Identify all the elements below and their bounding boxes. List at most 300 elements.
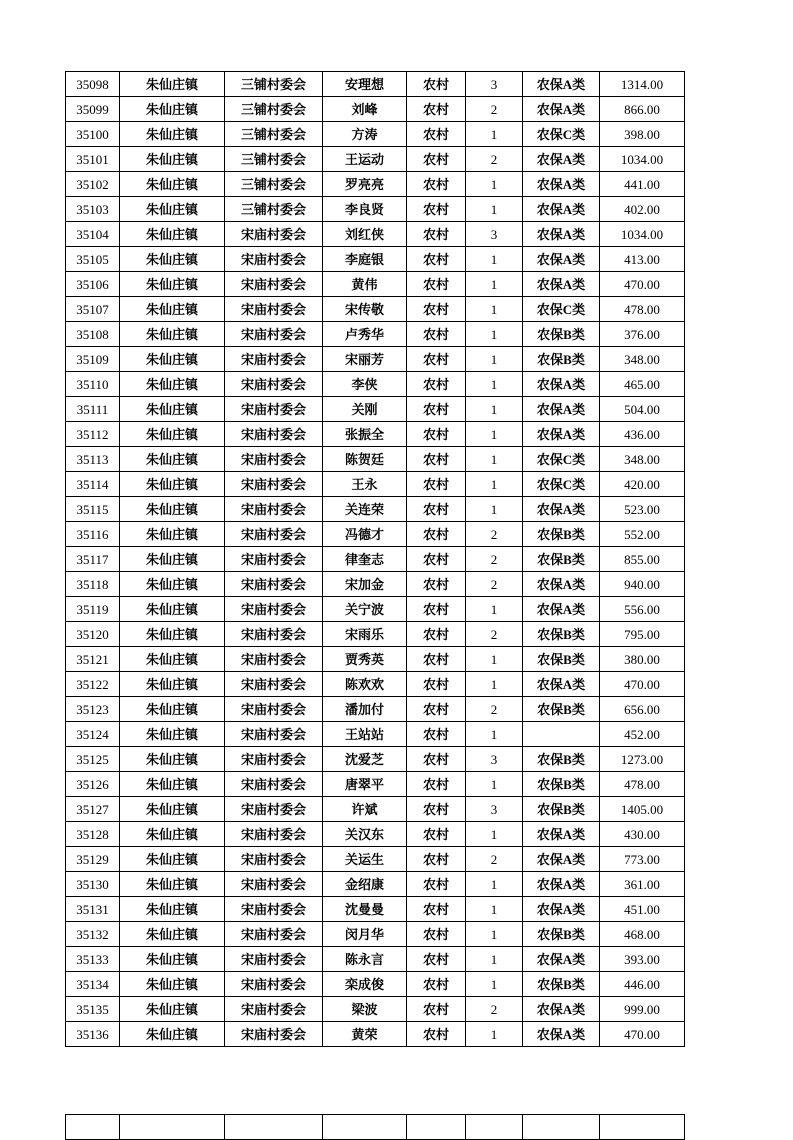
- cell-amount: 468.00: [600, 922, 685, 947]
- cell-village: 宋庙村委会: [225, 922, 323, 947]
- cell-household_count: 1: [466, 447, 523, 472]
- cell-town: 朱仙庄镇: [120, 247, 225, 272]
- cell-residence: 农村: [407, 172, 466, 197]
- cell-residence: 农村: [407, 572, 466, 597]
- cell-village: 宋庙村委会: [225, 872, 323, 897]
- cell-amount: 393.00: [600, 947, 685, 972]
- cell-amount: 441.00: [600, 172, 685, 197]
- cell-name: 栾成俊: [323, 972, 407, 997]
- cell-amount: 999.00: [600, 997, 685, 1022]
- cell-id: 35117: [66, 547, 120, 572]
- cell-amount: 1034.00: [600, 222, 685, 247]
- cell-town: 朱仙庄镇: [120, 572, 225, 597]
- cell-village: 三铺村委会: [225, 72, 323, 97]
- table-row: [66, 847, 685, 872]
- table-row: [66, 747, 685, 772]
- cell-village: 三铺村委会: [225, 122, 323, 147]
- table-row: [66, 972, 685, 997]
- cell-household_count: 2: [466, 522, 523, 547]
- cell-village: 宋庙村委会: [225, 847, 323, 872]
- cell-town: 朱仙庄镇: [120, 347, 225, 372]
- cell-residence: 农村: [407, 122, 466, 147]
- cell-household_count: 1: [466, 872, 523, 897]
- cell-residence: 农村: [407, 397, 466, 422]
- cell-insurance_category: 农保C类: [523, 297, 600, 322]
- cell-name: 冯德才: [323, 522, 407, 547]
- cell-name: 李良贤: [323, 197, 407, 222]
- table-row: [66, 772, 685, 797]
- table-row: [66, 622, 685, 647]
- cell-residence: 农村: [407, 497, 466, 522]
- cell-village: 宋庙村委会: [225, 497, 323, 522]
- cell-amount: [600, 1115, 685, 1140]
- table-row: [66, 322, 685, 347]
- cell-name: 宋传敬: [323, 297, 407, 322]
- cell-residence: 农村: [407, 97, 466, 122]
- cell-town: 朱仙庄镇: [120, 697, 225, 722]
- cell-household_count: 2: [466, 572, 523, 597]
- cell-household_count: 1: [466, 272, 523, 297]
- cell-name: 宋加金: [323, 572, 407, 597]
- cell-amount: 376.00: [600, 322, 685, 347]
- cell-town: 朱仙庄镇: [120, 947, 225, 972]
- cell-village: 宋庙村委会: [225, 397, 323, 422]
- cell-village: 宋庙村委会: [225, 697, 323, 722]
- cell-name: 关汉东: [323, 822, 407, 847]
- cell-insurance_category: 农保B类: [523, 772, 600, 797]
- cell-residence: 农村: [407, 72, 466, 97]
- cell-residence: 农村: [407, 872, 466, 897]
- table-row: [66, 247, 685, 272]
- cell-id: 35109: [66, 347, 120, 372]
- cell-name: 关连荣: [323, 497, 407, 522]
- table-row: [66, 722, 685, 747]
- cell-insurance_category: 农保B类: [523, 647, 600, 672]
- cell-id: 35102: [66, 172, 120, 197]
- cell-insurance_category: 农保A类: [523, 372, 600, 397]
- cell-residence: 农村: [407, 322, 466, 347]
- cell-name: 唐翠平: [323, 772, 407, 797]
- cell-household_count: 1: [466, 647, 523, 672]
- cell-town: 朱仙庄镇: [120, 222, 225, 247]
- cell-name: 刘峰: [323, 97, 407, 122]
- table-row: [66, 997, 685, 1022]
- cell-town: 朱仙庄镇: [120, 797, 225, 822]
- cell-residence: 农村: [407, 522, 466, 547]
- cell-id: 35121: [66, 647, 120, 672]
- cell-amount: 773.00: [600, 847, 685, 872]
- cell-town: 朱仙庄镇: [120, 547, 225, 572]
- cell-name: 潘加付: [323, 697, 407, 722]
- table-row: [66, 72, 685, 97]
- cell-village: 宋庙村委会: [225, 422, 323, 447]
- table-row: [66, 397, 685, 422]
- cell-household_count: 2: [466, 97, 523, 122]
- cell-residence: 农村: [407, 647, 466, 672]
- cell-id: 35130: [66, 872, 120, 897]
- cell-town: 朱仙庄镇: [120, 972, 225, 997]
- cell-amount: 656.00: [600, 697, 685, 722]
- cell-household_count: 1: [466, 822, 523, 847]
- cell-amount: 1034.00: [600, 147, 685, 172]
- cell-household_count: 1: [466, 347, 523, 372]
- table-row: [66, 1022, 685, 1047]
- cell-village: 宋庙村委会: [225, 247, 323, 272]
- cell-name: 梁波: [323, 997, 407, 1022]
- table-row: [66, 672, 685, 697]
- cell-town: 朱仙庄镇: [120, 397, 225, 422]
- table-row: [66, 372, 685, 397]
- cell-id: 35101: [66, 147, 120, 172]
- cell-residence: 农村: [407, 922, 466, 947]
- cell-town: 朱仙庄镇: [120, 147, 225, 172]
- cell-amount: 452.00: [600, 722, 685, 747]
- cell-id: 35122: [66, 672, 120, 697]
- table-row: [66, 647, 685, 672]
- table-row-partial: [66, 1115, 685, 1140]
- cell-residence: 农村: [407, 997, 466, 1022]
- cell-town: 朱仙庄镇: [120, 1022, 225, 1047]
- cell-household_count: 3: [466, 747, 523, 772]
- cell-amount: 523.00: [600, 497, 685, 522]
- table-row: [66, 872, 685, 897]
- table-row: [66, 597, 685, 622]
- cell-insurance_category: 农保B类: [523, 972, 600, 997]
- table-row: [66, 147, 685, 172]
- cell-name: [323, 1115, 407, 1140]
- cell-insurance_category: 农保A类: [523, 147, 600, 172]
- table-row: [66, 472, 685, 497]
- cell-id: 35107: [66, 297, 120, 322]
- cell-residence: 农村: [407, 197, 466, 222]
- table-row: [66, 572, 685, 597]
- cell-village: 宋庙村委会: [225, 1022, 323, 1047]
- cell-insurance_category: 农保B类: [523, 797, 600, 822]
- cell-id: 35110: [66, 372, 120, 397]
- cell-id: 35112: [66, 422, 120, 447]
- cell-village: 宋庙村委会: [225, 647, 323, 672]
- partial-table: [65, 1114, 685, 1140]
- cell-household_count: 1: [466, 672, 523, 697]
- table-body: [66, 72, 685, 1047]
- cell-village: 宋庙村委会: [225, 547, 323, 572]
- cell-town: 朱仙庄镇: [120, 297, 225, 322]
- cell-name: 闵月华: [323, 922, 407, 947]
- cell-village: 宋庙村委会: [225, 672, 323, 697]
- table-row: [66, 272, 685, 297]
- cell-town: 朱仙庄镇: [120, 522, 225, 547]
- cell-village: 宋庙村委会: [225, 747, 323, 772]
- cell-household_count: 1: [466, 247, 523, 272]
- cell-residence: 农村: [407, 472, 466, 497]
- cell-village: 三铺村委会: [225, 197, 323, 222]
- cell-residence: 农村: [407, 547, 466, 572]
- cell-household_count: 2: [466, 547, 523, 572]
- cell-name: 李庭银: [323, 247, 407, 272]
- cell-amount: 795.00: [600, 622, 685, 647]
- cell-residence: 农村: [407, 622, 466, 647]
- cell-id: 35104: [66, 222, 120, 247]
- cell-town: 朱仙庄镇: [120, 822, 225, 847]
- cell-insurance_category: 农保A类: [523, 172, 600, 197]
- cell-village: 宋庙村委会: [225, 297, 323, 322]
- cell-insurance_category: 农保A类: [523, 222, 600, 247]
- cell-id: 35135: [66, 997, 120, 1022]
- beneficiary-table: [65, 71, 685, 1047]
- cell-id: 35119: [66, 597, 120, 622]
- cell-amount: 470.00: [600, 672, 685, 697]
- cell-town: 朱仙庄镇: [120, 847, 225, 872]
- table-row: [66, 122, 685, 147]
- cell-residence: 农村: [407, 297, 466, 322]
- cell-amount: 470.00: [600, 272, 685, 297]
- cell-insurance_category: 农保A类: [523, 572, 600, 597]
- cell-amount: 478.00: [600, 772, 685, 797]
- cell-insurance_category: 农保B类: [523, 622, 600, 647]
- cell-residence: 农村: [407, 597, 466, 622]
- cell-id: [66, 1115, 120, 1140]
- cell-name: 宋雨乐: [323, 622, 407, 647]
- cell-id: 35127: [66, 797, 120, 822]
- cell-name: 张振全: [323, 422, 407, 447]
- cell-insurance_category: 农保B类: [523, 922, 600, 947]
- cell-insurance_category: 农保B类: [523, 547, 600, 572]
- cell-insurance_category: 农保A类: [523, 822, 600, 847]
- cell-household_count: 1: [466, 422, 523, 447]
- cell-town: 朱仙庄镇: [120, 722, 225, 747]
- cell-village: 宋庙村委会: [225, 622, 323, 647]
- cell-household_count: 1: [466, 297, 523, 322]
- cell-amount: 398.00: [600, 122, 685, 147]
- cell-town: 朱仙庄镇: [120, 172, 225, 197]
- cell-residence: 农村: [407, 947, 466, 972]
- cell-name: 沈曼曼: [323, 897, 407, 922]
- cell-insurance_category: 农保B类: [523, 522, 600, 547]
- cell-town: 朱仙庄镇: [120, 197, 225, 222]
- cell-insurance_category: 农保B类: [523, 347, 600, 372]
- cell-name: 王永: [323, 472, 407, 497]
- cell-name: 关运生: [323, 847, 407, 872]
- cell-amount: 420.00: [600, 472, 685, 497]
- cell-town: 朱仙庄镇: [120, 272, 225, 297]
- cell-residence: 农村: [407, 747, 466, 772]
- cell-id: 35113: [66, 447, 120, 472]
- table-row: [66, 922, 685, 947]
- cell-residence: [407, 1115, 466, 1140]
- cell-name: 关宁波: [323, 597, 407, 622]
- table-row: [66, 547, 685, 572]
- cell-household_count: 1: [466, 197, 523, 222]
- cell-insurance_category: 农保C类: [523, 472, 600, 497]
- cell-id: 35124: [66, 722, 120, 747]
- cell-village: 三铺村委会: [225, 97, 323, 122]
- table-row: [66, 797, 685, 822]
- table-row: [66, 297, 685, 322]
- cell-insurance_category: 农保A类: [523, 672, 600, 697]
- cell-insurance_category: [523, 1115, 600, 1140]
- table-row: [66, 822, 685, 847]
- cell-residence: 农村: [407, 147, 466, 172]
- cell-household_count: 3: [466, 222, 523, 247]
- cell-insurance_category: 农保A类: [523, 497, 600, 522]
- cell-insurance_category: 农保A类: [523, 247, 600, 272]
- cell-name: 关刚: [323, 397, 407, 422]
- cell-id: 35134: [66, 972, 120, 997]
- cell-amount: 451.00: [600, 897, 685, 922]
- cell-amount: 348.00: [600, 447, 685, 472]
- cell-amount: 478.00: [600, 297, 685, 322]
- cell-village: 三铺村委会: [225, 147, 323, 172]
- cell-amount: 1405.00: [600, 797, 685, 822]
- cell-insurance_category: 农保A类: [523, 197, 600, 222]
- cell-id: 35103: [66, 197, 120, 222]
- cell-household_count: 2: [466, 622, 523, 647]
- cell-id: 35132: [66, 922, 120, 947]
- cell-residence: 农村: [407, 247, 466, 272]
- cell-household_count: 2: [466, 847, 523, 872]
- cell-amount: 402.00: [600, 197, 685, 222]
- cell-id: 35136: [66, 1022, 120, 1047]
- cell-town: [120, 1115, 225, 1140]
- table-row: [66, 347, 685, 372]
- cell-amount: 855.00: [600, 547, 685, 572]
- cell-amount: 361.00: [600, 872, 685, 897]
- cell-name: 黄伟: [323, 272, 407, 297]
- cell-household_count: 1: [466, 472, 523, 497]
- cell-village: 宋庙村委会: [225, 447, 323, 472]
- table-row: [66, 897, 685, 922]
- cell-name: 陈贺廷: [323, 447, 407, 472]
- table-row: [66, 697, 685, 722]
- cell-village: 宋庙村委会: [225, 522, 323, 547]
- cell-town: 朱仙庄镇: [120, 447, 225, 472]
- cell-id: 35123: [66, 697, 120, 722]
- cell-name: 沈爱芝: [323, 747, 407, 772]
- cell-residence: 农村: [407, 822, 466, 847]
- cell-town: 朱仙庄镇: [120, 747, 225, 772]
- cell-amount: 436.00: [600, 422, 685, 447]
- cell-insurance_category: 农保A类: [523, 897, 600, 922]
- cell-village: 宋庙村委会: [225, 347, 323, 372]
- cell-id: 35115: [66, 497, 120, 522]
- cell-village: 宋庙村委会: [225, 572, 323, 597]
- cell-household_count: 1: [466, 372, 523, 397]
- cell-residence: 农村: [407, 1022, 466, 1047]
- cell-id: 35129: [66, 847, 120, 872]
- table-row: [66, 97, 685, 122]
- cell-town: 朱仙庄镇: [120, 897, 225, 922]
- cell-village: 宋庙村委会: [225, 222, 323, 247]
- cell-residence: 农村: [407, 847, 466, 872]
- cell-name: 律奎志: [323, 547, 407, 572]
- cell-household_count: 1: [466, 397, 523, 422]
- cell-town: 朱仙庄镇: [120, 97, 225, 122]
- table-row: [66, 522, 685, 547]
- cell-amount: 413.00: [600, 247, 685, 272]
- cell-name: 陈欢欢: [323, 672, 407, 697]
- cell-town: 朱仙庄镇: [120, 497, 225, 522]
- cell-village: 宋庙村委会: [225, 947, 323, 972]
- table-row: [66, 172, 685, 197]
- cell-id: 35108: [66, 322, 120, 347]
- cell-household_count: 3: [466, 797, 523, 822]
- cell-residence: 农村: [407, 797, 466, 822]
- cell-amount: 348.00: [600, 347, 685, 372]
- cell-town: 朱仙庄镇: [120, 997, 225, 1022]
- cell-village: 宋庙村委会: [225, 597, 323, 622]
- cell-name: 安理想: [323, 72, 407, 97]
- table-row: [66, 947, 685, 972]
- cell-residence: 农村: [407, 372, 466, 397]
- cell-name: 黄荣: [323, 1022, 407, 1047]
- cell-town: 朱仙庄镇: [120, 322, 225, 347]
- cell-name: 刘红侠: [323, 222, 407, 247]
- cell-village: 三铺村委会: [225, 172, 323, 197]
- cell-name: 宋丽芳: [323, 347, 407, 372]
- cell-town: 朱仙庄镇: [120, 372, 225, 397]
- cell-amount: 1273.00: [600, 747, 685, 772]
- cell-town: 朱仙庄镇: [120, 872, 225, 897]
- cell-insurance_category: 农保A类: [523, 1022, 600, 1047]
- cell-name: 罗亮亮: [323, 172, 407, 197]
- cell-name: 卢秀华: [323, 322, 407, 347]
- cell-insurance_category: 农保A类: [523, 72, 600, 97]
- cell-town: 朱仙庄镇: [120, 647, 225, 672]
- cell-village: 宋庙村委会: [225, 372, 323, 397]
- cell-insurance_category: 农保A类: [523, 422, 600, 447]
- cell-insurance_category: 农保A类: [523, 947, 600, 972]
- cell-residence: 农村: [407, 972, 466, 997]
- cell-amount: 465.00: [600, 372, 685, 397]
- cell-id: 35125: [66, 747, 120, 772]
- cell-village: 宋庙村委会: [225, 997, 323, 1022]
- cell-insurance_category: 农保C类: [523, 447, 600, 472]
- table-row: [66, 197, 685, 222]
- cell-residence: 农村: [407, 422, 466, 447]
- cell-amount: 380.00: [600, 647, 685, 672]
- cell-id: 35098: [66, 72, 120, 97]
- cell-residence: 农村: [407, 347, 466, 372]
- cell-village: 宋庙村委会: [225, 822, 323, 847]
- cell-id: 35126: [66, 772, 120, 797]
- cell-amount: 552.00: [600, 522, 685, 547]
- cell-amount: 1314.00: [600, 72, 685, 97]
- cell-amount: 866.00: [600, 97, 685, 122]
- cell-amount: 504.00: [600, 397, 685, 422]
- cell-village: 宋庙村委会: [225, 772, 323, 797]
- cell-id: 35114: [66, 472, 120, 497]
- cell-insurance_category: 农保A类: [523, 272, 600, 297]
- cell-town: 朱仙庄镇: [120, 922, 225, 947]
- table-row: [66, 222, 685, 247]
- cell-town: 朱仙庄镇: [120, 597, 225, 622]
- cell-id: 35111: [66, 397, 120, 422]
- cell-household_count: 2: [466, 997, 523, 1022]
- cell-household_count: 1: [466, 947, 523, 972]
- cell-household_count: 1: [466, 922, 523, 947]
- cell-amount: 470.00: [600, 1022, 685, 1047]
- cell-id: 35116: [66, 522, 120, 547]
- cell-name: 贾秀英: [323, 647, 407, 672]
- cell-household_count: 1: [466, 772, 523, 797]
- cell-name: 李侠: [323, 372, 407, 397]
- cell-household_count: 1: [466, 172, 523, 197]
- cell-town: 朱仙庄镇: [120, 622, 225, 647]
- cell-village: 宋庙村委会: [225, 722, 323, 747]
- cell-residence: 农村: [407, 772, 466, 797]
- cell-name: 金绍康: [323, 872, 407, 897]
- cell-insurance_category: 农保A类: [523, 97, 600, 122]
